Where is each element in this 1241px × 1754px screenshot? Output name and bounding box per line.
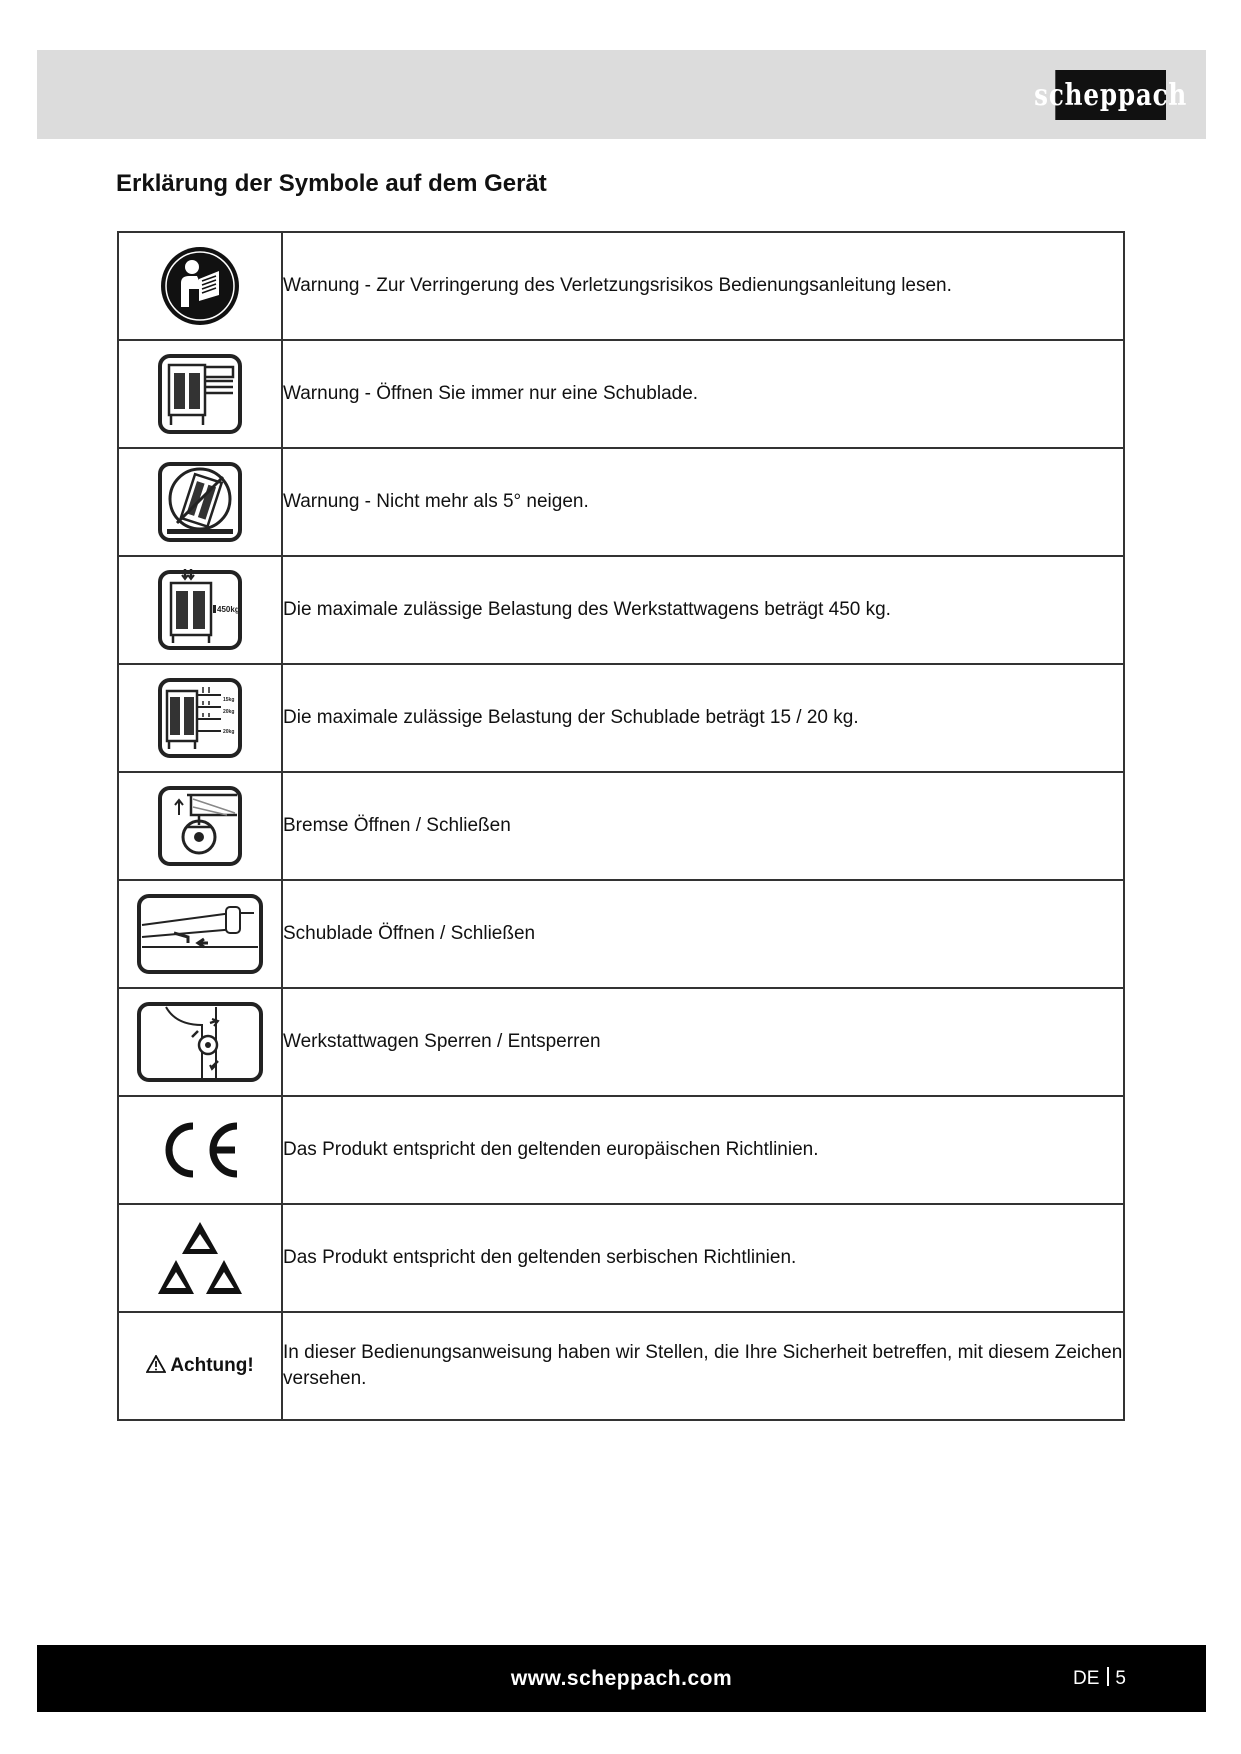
no-tilt-icon bbox=[157, 461, 243, 543]
page-number-value: 5 bbox=[1115, 1668, 1126, 1689]
row-description: Warnung - Öffnen Sie immer nur eine Schublade. bbox=[282, 340, 1124, 448]
page-footer bbox=[37, 1645, 1206, 1712]
row-description: Schublade Öffnen / Schließen bbox=[282, 880, 1124, 988]
row-description: Das Produkt entspricht den geltenden europäischen Richtlinien. bbox=[282, 1096, 1124, 1204]
table-row bbox=[118, 340, 1124, 448]
table-row bbox=[118, 1312, 1124, 1420]
warning-triangle-icon bbox=[146, 1355, 166, 1373]
table-row bbox=[118, 232, 1124, 340]
page-header bbox=[37, 50, 1206, 139]
table-row bbox=[118, 1204, 1124, 1312]
row-description: Werkstattwagen Sperren / Entsperren bbox=[282, 988, 1124, 1096]
table-row bbox=[118, 556, 1124, 664]
table-row bbox=[118, 772, 1124, 880]
row-description: In dieser Bedienungsanweisung haben wir Stellen, die Ihre Sicherheit betreffen, mit diesem Zeichen versehen. bbox=[282, 1312, 1124, 1420]
serbian-conformity-icon bbox=[155, 1218, 245, 1298]
table-row bbox=[118, 1096, 1124, 1204]
icon-load-label: 450kg bbox=[217, 605, 240, 614]
table-row bbox=[118, 880, 1124, 988]
website-link[interactable]: www.scheppach.com bbox=[510, 1667, 733, 1690]
max-load-drawer-icon bbox=[157, 677, 243, 759]
icon-load-label: 20kg bbox=[223, 729, 235, 735]
language-code: DE bbox=[1073, 1668, 1100, 1689]
ce-mark-icon bbox=[157, 1118, 243, 1182]
table-row bbox=[118, 448, 1124, 556]
row-description: Die maximale zulässige Belastung der Schublade beträgt 15 / 20 kg. bbox=[282, 664, 1124, 772]
row-description: Warnung - Zur Verringerung des Verletzungsrisikos Bedienungsanleitung lesen. bbox=[282, 232, 1124, 340]
icon-load-label: 20kg bbox=[223, 709, 235, 715]
row-description: Das Produkt entspricht den geltenden serbischen Richtlinien. bbox=[282, 1204, 1124, 1312]
page-number bbox=[1073, 1645, 1126, 1712]
max-load-cart-icon bbox=[157, 569, 243, 651]
achtung-text: Achtung! bbox=[170, 1355, 254, 1376]
row-description: Die maximale zulässige Belastung des Werkstattwagens beträgt 450 kg. bbox=[282, 556, 1124, 664]
achtung-label bbox=[146, 1355, 253, 1376]
lock-unlock-icon bbox=[136, 1001, 264, 1083]
brake-icon bbox=[157, 785, 243, 867]
page-title: Erklärung der Symbole auf dem Gerät bbox=[116, 170, 547, 197]
table-row bbox=[118, 664, 1124, 772]
one-drawer-icon bbox=[157, 353, 243, 435]
table-row bbox=[118, 988, 1124, 1096]
icon-load-label: 15kg bbox=[223, 697, 235, 703]
row-description: Warnung - Nicht mehr als 5° neigen. bbox=[282, 448, 1124, 556]
drawer-open-close-icon bbox=[136, 893, 264, 975]
scheppach-logo: scheppach bbox=[1055, 70, 1166, 120]
row-description: Bremse Öffnen / Schließen bbox=[282, 772, 1124, 880]
read-manual-icon bbox=[159, 245, 241, 327]
separator bbox=[1107, 1667, 1109, 1686]
symbols-table bbox=[117, 231, 1125, 1421]
